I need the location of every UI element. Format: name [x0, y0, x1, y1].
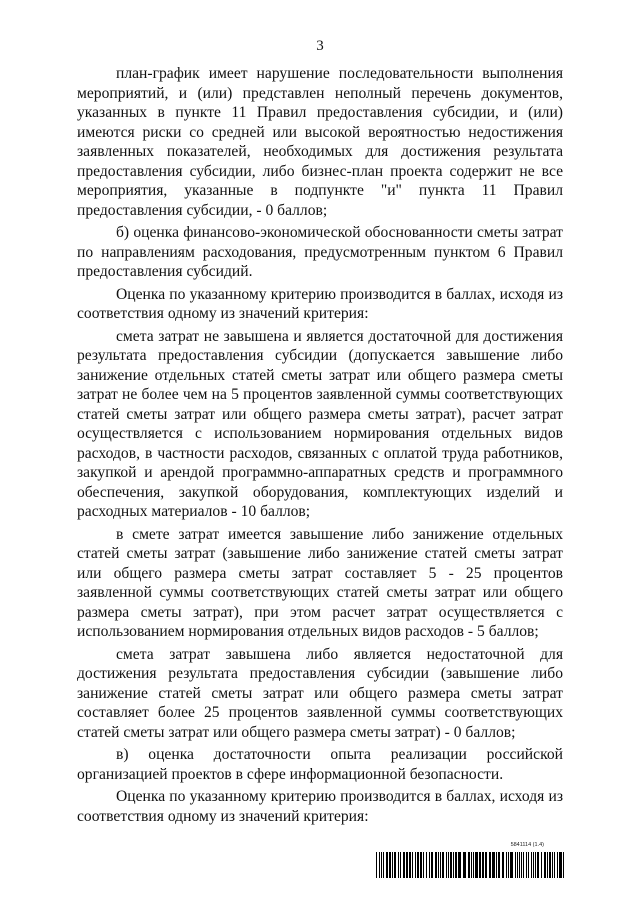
paragraph: в) оценка достаточности опыта реализации российской организацией проектов в сфере информационной безопасности.: [77, 746, 563, 783]
paragraph: в смете затрат имеется завышение либо занижение отдельных статей сметы затрат (завышение либо занижение статей сметы затрат или общего размера сметы затрат составляет 5 - 25 процентов заявленной суммы соответствующих статей сметы затрат или общего размера сметы затрат), при этом расчет затрат осуществляется с использованием нормирования отдельных видов расходов - 5 баллов;: [77, 525, 563, 640]
body-text: [77, 64, 563, 829]
document-id: 5841114 (1.4): [510, 842, 544, 848]
paragraph: Оценка по указанному критерию производится в баллах, исходя из соответствия одному из значений критерия:: [77, 788, 563, 825]
barcode-block: [376, 842, 564, 878]
paragraph: б) оценка финансово-экономической обоснованности сметы затрат по направлениям расходования, предусмотренным пунктом 6 Правил предоставления субсидий.: [77, 224, 563, 280]
paragraph: смета затрат завышена либо является недостаточной для достижения результата предоставления субсидии (завышение либо занижение статей сметы затрат или общего размера сметы затрат составляет более 25 процентов заявленной суммы соответствующих статей сметы затрат или общего размера сметы затрат) - 0 баллов;: [77, 645, 563, 741]
paragraph: план-график имеет нарушение последовательности выполнения мероприятий, и (или) представлен неполный перечень документов, указанных в пункте 11 Правил предоставления субсидии, и (или) имеются риски со средней или высокой вероятностью недостижения заявленных показателей, необходимых для достижения результата предоставления субсидии, либо бизнес-план проекта содержит не все мероприятия, указанные в подпункте "и" пункта 11 Правил предоставления субсидии, - 0 баллов;: [77, 65, 563, 219]
paragraph: Оценка по указанному критерию производится в баллах, исходя из соответствия одному из значений критерия:: [77, 285, 563, 322]
paragraph: смета затрат не завышена и является достаточной для достижения результата предоставления субсидии (допускается завышение либо занижение отдельных статей сметы затрат или общего размера сметы затрат не более чем на 5 процентов заявленной суммы соответствующих статей сметы затрат или общего размера сметы затрат), расчет затрат осуществляется с использованием нормирования отдельных видов расходов, в частности расходов, связанных с оплатой труда работников, закупкой и арендой программно-аппаратных средств и программного обеспечения, закупкой оборудования, комплектующих изделий и расходных материалов - 10 баллов;: [77, 327, 563, 520]
barcode-icon: [376, 852, 564, 878]
page-number: 3: [316, 38, 324, 54]
